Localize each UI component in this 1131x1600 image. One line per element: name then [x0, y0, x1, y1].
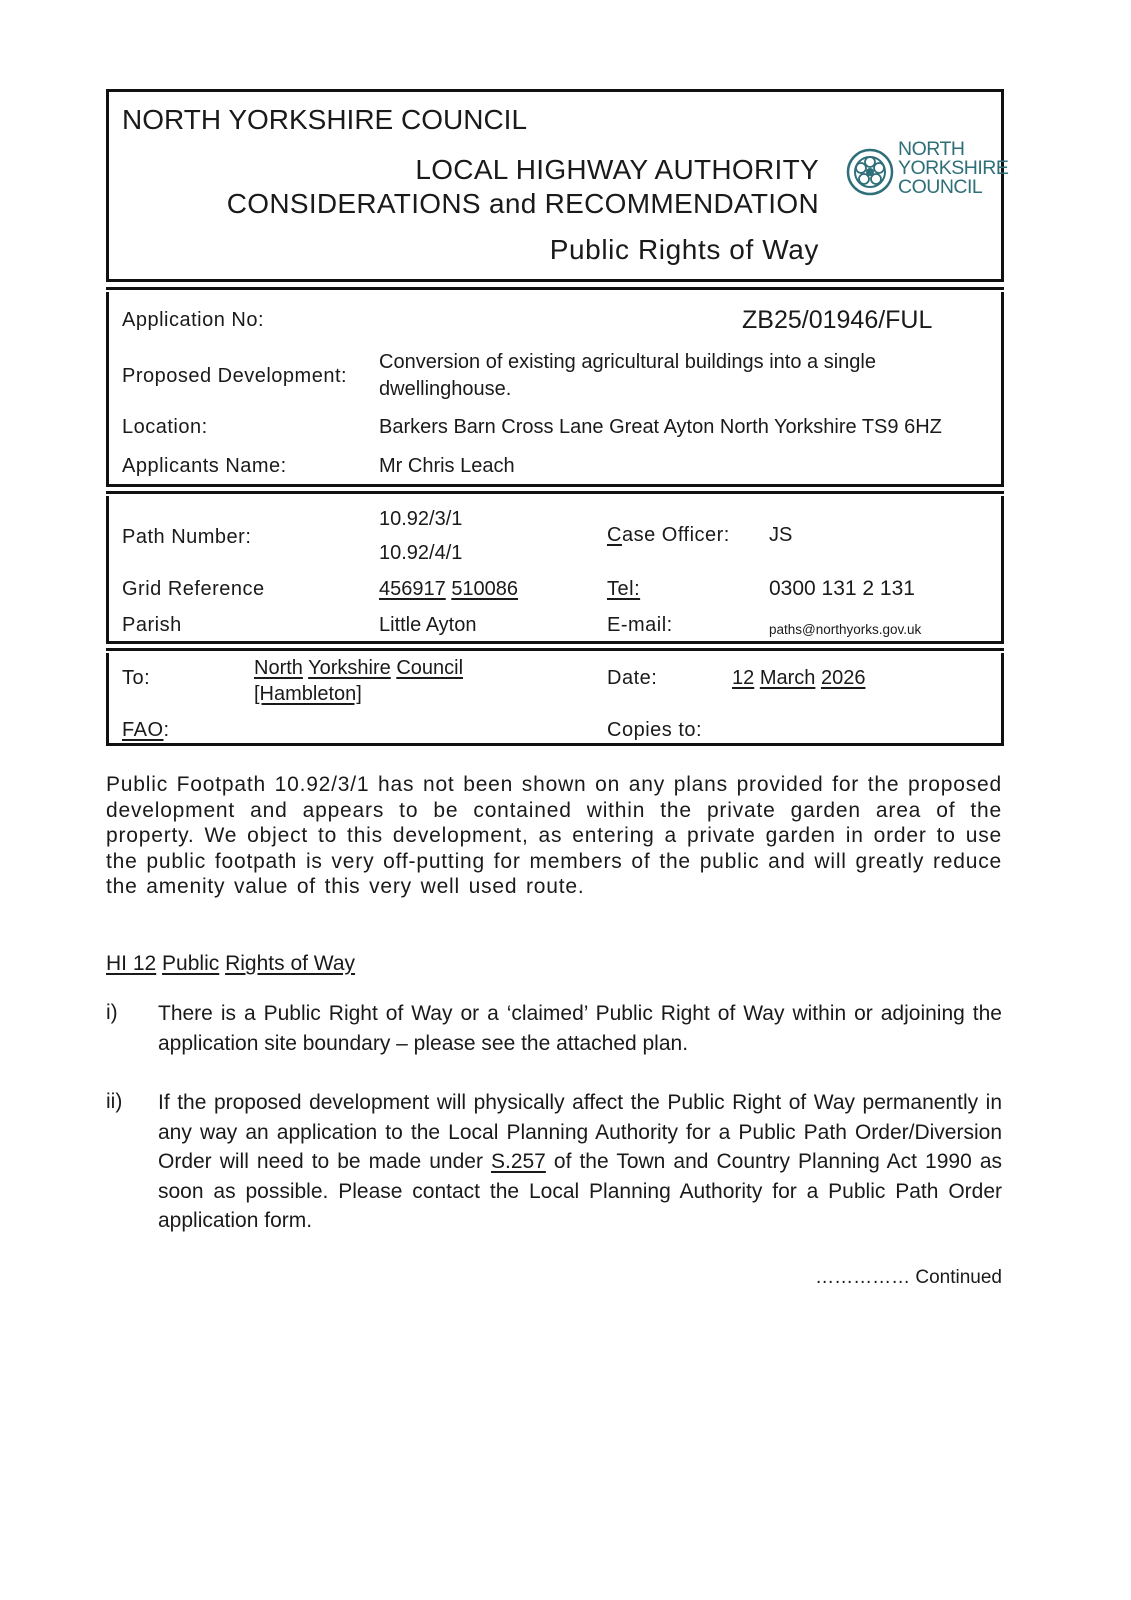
to-value-line-1	[254, 657, 463, 680]
to-label: To:	[122, 667, 151, 689]
path-number-label: Path Number:	[122, 526, 252, 548]
date-year: 2026	[820, 667, 866, 689]
email-value: paths@northyorks.gov.uk	[769, 622, 922, 637]
date-day: 12	[732, 667, 755, 689]
date-value	[732, 667, 865, 690]
objection-paragraph: Public Footpath 10.92/3/1 has not been shown on any plans provided for the proposed development and appears to be contained within the private garden area of the property. We object to this development, as entering a private garden in order to use the public footpath is very off-putting for members of the public and will greatly reduce the amenity value of this very well used route.	[106, 773, 1002, 898]
to-word-north: North	[254, 657, 303, 679]
section-257-reference: S.257	[490, 1150, 546, 1173]
to-word-yorkshire: Yorkshire	[308, 657, 391, 679]
grid-northing: 510086	[451, 578, 519, 600]
tel-label: Tel:	[607, 578, 641, 600]
email-label: E-mail:	[607, 614, 673, 636]
to-value-line-2: [Hambleton]	[254, 683, 362, 705]
applicant-value: Mr Chris Leach	[379, 455, 515, 477]
header-line-1: LOCAL HIGHWAY AUTHORITY	[415, 154, 819, 185]
section-heading	[106, 952, 355, 976]
case-officer-initial: C	[607, 524, 622, 546]
grid-reference-value	[379, 578, 518, 601]
council-logo	[846, 138, 1009, 204]
item-1-number: i)	[106, 1001, 118, 1024]
grid-easting: 456917	[379, 578, 446, 600]
heading-word-public: Public	[162, 952, 220, 975]
addressee-box	[106, 653, 1004, 746]
application-no: ZB25/01946/FUL	[742, 306, 933, 334]
item-2-text	[158, 1088, 1002, 1236]
copies-to-label: Copies to:	[607, 719, 703, 741]
heading-code: HI 12	[106, 952, 157, 975]
continued-note: …………… Continued	[815, 1267, 1002, 1288]
application-no-label: Application No:	[122, 309, 265, 331]
item-2-number: ii)	[106, 1090, 123, 1113]
proposed-development-label: Proposed Development:	[122, 365, 348, 387]
parish-value: Little Ayton	[379, 614, 477, 636]
location-label: Location:	[122, 416, 208, 438]
proposed-development-line-1: Conversion of existing agricultural buildings into a single	[379, 351, 876, 373]
logo-word-north: NORTH	[898, 138, 965, 160]
tel-value: 0300 131 2 131	[769, 577, 915, 600]
path-number-2: 10.92/4/1	[379, 542, 463, 564]
case-officer-label	[607, 524, 730, 547]
location-value: Barkers Barn Cross Lane Great Ayton North Yorkshire TS9 6HZ	[379, 416, 942, 438]
proposed-development-line-2: dwellinghouse.	[379, 378, 512, 400]
logo-word-yorkshire: YORKSHIRE	[898, 157, 1009, 179]
divider	[106, 491, 1004, 494]
date-label: Date:	[607, 667, 658, 689]
rose-emblem-icon	[846, 140, 896, 204]
path-number-1: 10.92/3/1	[379, 508, 463, 530]
header-line-3: Public Rights of Way	[549, 234, 819, 265]
applicant-label: Applicants Name:	[122, 455, 287, 477]
item-2-text-start: If the proposed development will physically affect the Public Right of Way permanently in any way an application to the Local Planning Authority for a Public Path Order/Diversion Order will need to be made under	[158, 1091, 1002, 1173]
header-line-2: CONSIDERATIONS and RECOMMENDATION	[226, 188, 819, 219]
heading-rights-of-way: Rights of Way	[225, 952, 356, 975]
divider	[106, 648, 1004, 651]
fao-colon: :	[163, 719, 170, 741]
council-title: NORTH YORKSHIRE COUNCIL	[122, 104, 528, 135]
case-officer-label-rest: ase Officer:	[621, 524, 730, 546]
logo-wordmark	[898, 140, 1008, 197]
grid-reference-label: Grid Reference	[122, 578, 265, 600]
fao-label	[122, 719, 170, 742]
parish-label: Parish	[122, 614, 182, 636]
divider	[106, 287, 1004, 290]
logo-word-council: COUNCIL	[898, 176, 983, 198]
case-officer-value: JS	[769, 524, 793, 546]
item-2-text-end: of the Town and Country Planning Act 1990 as soon as possible. Please contact the Local Planning Authority for a Public Path Order application form.	[158, 1150, 1002, 1232]
item-1-text: There is a Public Right of Way or a ‘claimed’ Public Right of Way within or adjoining the application site boundary – please see the attached plan.	[158, 1002, 1002, 1055]
fao-text: FAO	[122, 719, 164, 741]
date-month: March	[759, 667, 816, 689]
to-word-council: Council	[396, 657, 464, 679]
